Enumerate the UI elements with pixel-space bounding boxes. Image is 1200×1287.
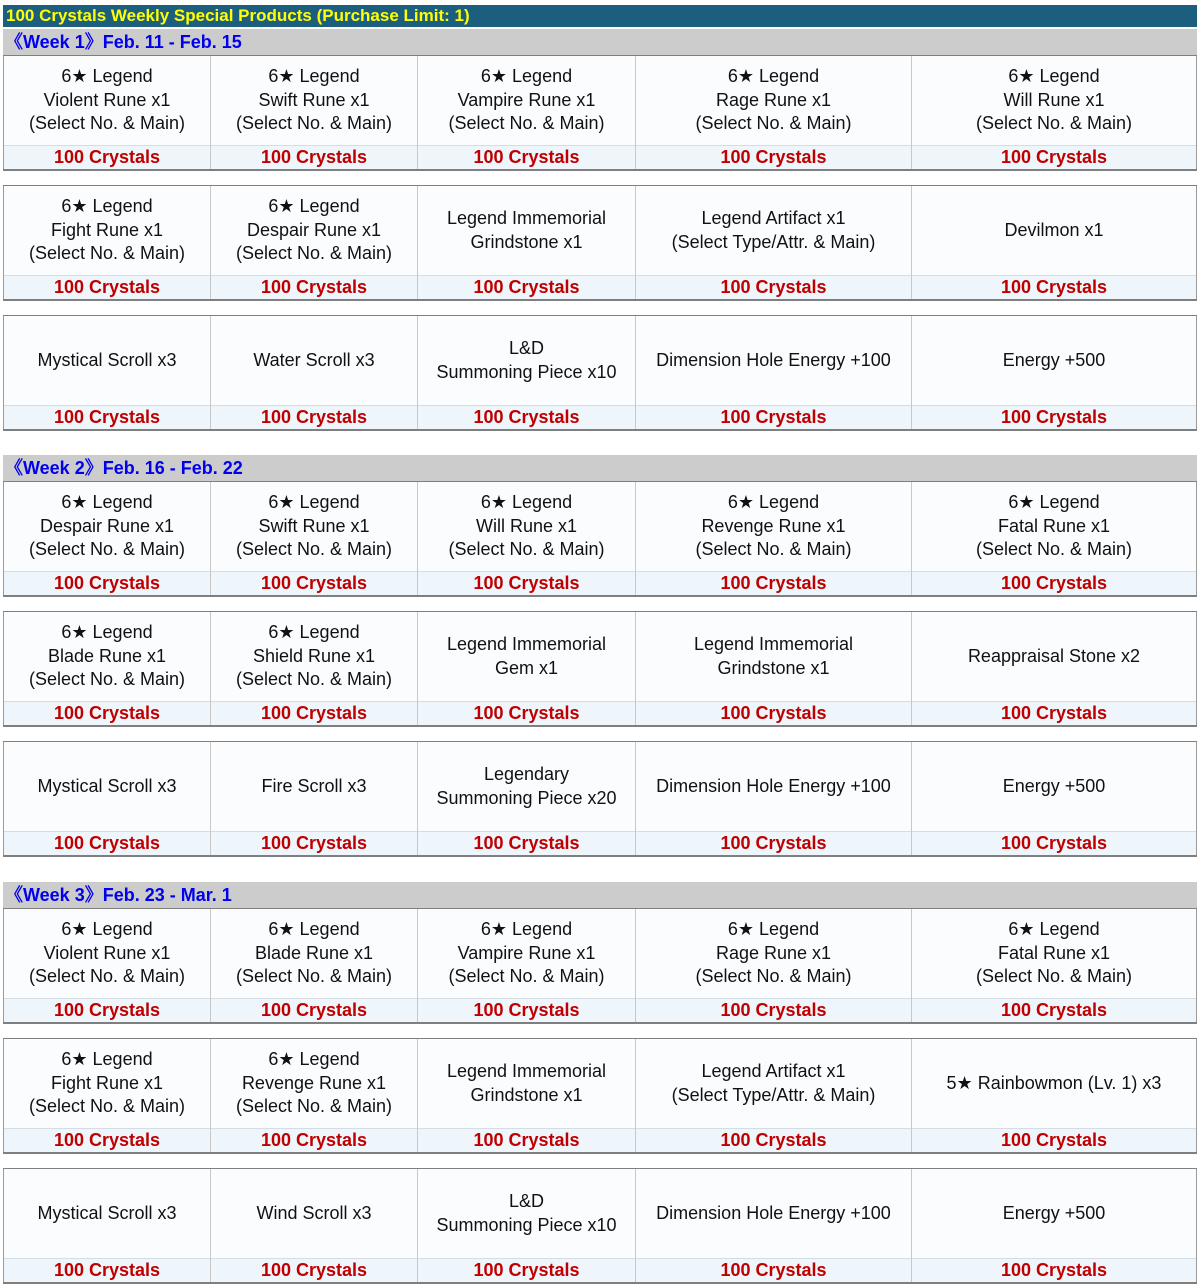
product-line: Fatal Rune x1 bbox=[997, 942, 1111, 963]
price-label: 100 Crystals bbox=[211, 1128, 417, 1152]
product-name bbox=[418, 1169, 635, 1258]
product-row bbox=[3, 1168, 1197, 1284]
product-name bbox=[636, 1169, 911, 1258]
price-label: 100 Crystals bbox=[211, 1258, 417, 1282]
product-cell bbox=[635, 1039, 911, 1152]
product-name bbox=[418, 612, 635, 701]
product-line: Blade Rune x1 bbox=[254, 942, 374, 963]
product-line: (Select No. & Main) bbox=[695, 539, 852, 560]
product-cell bbox=[911, 742, 1197, 855]
product-row bbox=[3, 315, 1197, 431]
price-label: 100 Crystals bbox=[418, 145, 635, 169]
product-name bbox=[636, 186, 911, 275]
page-title: 100 Crystals Weekly Special Products (Purchase Limit: 1) bbox=[3, 5, 1197, 27]
product-line: Legendary bbox=[483, 764, 570, 784]
product-line: Dimension Hole Energy +100 bbox=[656, 775, 891, 796]
product-line: Legend Immemorial bbox=[446, 1061, 607, 1081]
product-name bbox=[4, 56, 210, 145]
product-line: 6★ Legend bbox=[1008, 919, 1100, 940]
price-label: 100 Crystals bbox=[636, 1258, 911, 1282]
product-name bbox=[912, 482, 1196, 571]
product-cell bbox=[911, 1039, 1197, 1152]
price-label: 100 Crystals bbox=[4, 701, 210, 725]
product-row bbox=[3, 741, 1197, 857]
product-line: Devilmon x1 bbox=[1004, 219, 1104, 240]
price-label: 100 Crystals bbox=[418, 831, 635, 855]
price-label: 100 Crystals bbox=[418, 1128, 635, 1152]
product-line: 6★ Legend bbox=[480, 492, 573, 513]
product-line: Rage Rune x1 bbox=[715, 89, 832, 110]
product-line: Mystical Scroll x3 bbox=[37, 775, 177, 796]
product-line: (Select No. & Main) bbox=[28, 966, 186, 987]
product-name bbox=[211, 612, 417, 701]
product-line: (Select No. & Main) bbox=[235, 669, 393, 690]
product-name bbox=[211, 482, 417, 571]
price-label: 100 Crystals bbox=[912, 145, 1196, 169]
product-line: (Select No. & Main) bbox=[235, 243, 393, 264]
product-line: Fight Rune x1 bbox=[50, 219, 164, 240]
product-name bbox=[418, 742, 635, 831]
product-line: Swift Rune x1 bbox=[258, 515, 370, 536]
product-line: Legend Artifact x1 bbox=[701, 208, 846, 228]
product-cell bbox=[210, 909, 417, 1022]
price-label: 100 Crystals bbox=[211, 998, 417, 1022]
product-line: (Select No. & Main) bbox=[695, 113, 852, 134]
product-cell bbox=[417, 482, 635, 595]
product-row bbox=[3, 611, 1197, 727]
product-name bbox=[211, 56, 417, 145]
product-row bbox=[3, 481, 1197, 597]
product-line: (Select No. & Main) bbox=[28, 243, 186, 264]
product-line: 6★ Legend bbox=[480, 66, 573, 87]
product-line: (Select No. & Main) bbox=[28, 113, 186, 134]
price-label: 100 Crystals bbox=[211, 145, 417, 169]
price-label: 100 Crystals bbox=[636, 145, 911, 169]
product-cell bbox=[417, 742, 635, 855]
price-label: 100 Crystals bbox=[4, 405, 210, 429]
product-line: 6★ Legend bbox=[61, 196, 153, 217]
product-line: Dimension Hole Energy +100 bbox=[656, 1202, 891, 1223]
product-line: Revenge Rune x1 bbox=[701, 515, 846, 536]
price-label: 100 Crystals bbox=[912, 701, 1196, 725]
product-line: Rage Rune x1 bbox=[715, 942, 832, 963]
product-name bbox=[636, 482, 911, 571]
product-line: 6★ Legend bbox=[727, 66, 820, 87]
product-cell bbox=[3, 1169, 210, 1282]
product-line: 6★ Legend bbox=[480, 919, 573, 940]
price-label: 100 Crystals bbox=[4, 275, 210, 299]
product-name bbox=[912, 742, 1196, 831]
product-line: Wind Scroll x3 bbox=[256, 1202, 372, 1223]
product-line: Grindstone x1 bbox=[470, 231, 583, 252]
product-cell bbox=[417, 1039, 635, 1152]
product-line: Mystical Scroll x3 bbox=[37, 1202, 177, 1223]
product-cell bbox=[210, 186, 417, 299]
price-label: 100 Crystals bbox=[418, 571, 635, 595]
product-line: Will Rune x1 bbox=[475, 515, 578, 536]
product-name bbox=[912, 1169, 1196, 1258]
product-line: 6★ Legend bbox=[268, 622, 360, 643]
product-cell bbox=[210, 482, 417, 595]
product-name bbox=[912, 316, 1196, 405]
product-cell bbox=[635, 1169, 911, 1282]
price-label: 100 Crystals bbox=[211, 571, 417, 595]
product-line: Swift Rune x1 bbox=[258, 89, 370, 110]
product-cell bbox=[3, 316, 210, 429]
product-line: (Select No. & Main) bbox=[235, 966, 393, 987]
product-line: (Select No. & Main) bbox=[975, 113, 1133, 134]
product-row bbox=[3, 55, 1197, 171]
price-label: 100 Crystals bbox=[418, 701, 635, 725]
product-name bbox=[211, 1039, 417, 1128]
product-cell bbox=[911, 186, 1197, 299]
product-line: Legend Immemorial bbox=[446, 634, 607, 654]
price-label: 100 Crystals bbox=[4, 998, 210, 1022]
price-label: 100 Crystals bbox=[211, 405, 417, 429]
price-label: 100 Crystals bbox=[636, 831, 911, 855]
product-cell bbox=[417, 56, 635, 169]
product-name bbox=[211, 1169, 417, 1258]
product-cell bbox=[911, 612, 1197, 725]
product-line: Legend Immemorial bbox=[693, 634, 854, 654]
product-line: Grindstone x1 bbox=[717, 657, 830, 678]
product-line: (Select No. & Main) bbox=[235, 113, 393, 134]
product-line: Violent Rune x1 bbox=[43, 89, 171, 110]
product-name bbox=[636, 612, 911, 701]
product-cell bbox=[417, 316, 635, 429]
product-name bbox=[418, 482, 635, 571]
product-line: 6★ Legend bbox=[1008, 492, 1100, 513]
week-header: 《Week 3》Feb. 23 - Mar. 1 bbox=[3, 882, 1197, 908]
product-name bbox=[912, 1039, 1196, 1128]
price-label: 100 Crystals bbox=[912, 998, 1196, 1022]
product-line: L&D bbox=[508, 1191, 544, 1211]
product-name bbox=[418, 56, 635, 145]
week-header: 《Week 2》Feb. 16 - Feb. 22 bbox=[3, 455, 1197, 481]
price-label: 100 Crystals bbox=[636, 998, 911, 1022]
product-line: (Select No. & Main) bbox=[28, 539, 186, 560]
product-cell bbox=[210, 742, 417, 855]
product-line: (Select No. & Main) bbox=[448, 113, 605, 134]
product-name bbox=[912, 909, 1196, 998]
product-name bbox=[912, 186, 1196, 275]
product-line: Fatal Rune x1 bbox=[997, 515, 1111, 536]
product-line: Blade Rune x1 bbox=[47, 645, 167, 666]
product-line: 6★ Legend bbox=[727, 919, 820, 940]
product-line: (Select No. & Main) bbox=[975, 966, 1133, 987]
product-line: (Select No. & Main) bbox=[235, 1096, 393, 1117]
product-name bbox=[418, 1039, 635, 1128]
product-name bbox=[211, 316, 417, 405]
product-name bbox=[912, 56, 1196, 145]
price-label: 100 Crystals bbox=[4, 831, 210, 855]
product-line: (Select No. & Main) bbox=[448, 966, 605, 987]
price-label: 100 Crystals bbox=[4, 571, 210, 595]
product-line: Water Scroll x3 bbox=[253, 349, 375, 370]
product-line: Despair Rune x1 bbox=[39, 515, 175, 536]
product-name bbox=[636, 909, 911, 998]
product-line: (Select Type/Attr. & Main) bbox=[671, 1084, 876, 1105]
product-line: Energy +500 bbox=[1002, 1202, 1106, 1223]
product-name bbox=[4, 186, 210, 275]
product-line: 6★ Legend bbox=[61, 919, 153, 940]
product-name bbox=[636, 742, 911, 831]
product-cell bbox=[210, 1039, 417, 1152]
product-cell bbox=[911, 1169, 1197, 1282]
product-line: Revenge Rune x1 bbox=[241, 1072, 387, 1093]
product-line: (Select No. & Main) bbox=[28, 669, 186, 690]
product-line: (Select No. & Main) bbox=[695, 966, 852, 987]
product-line: 6★ Legend bbox=[61, 66, 153, 87]
product-cell bbox=[417, 186, 635, 299]
product-line: 6★ Legend bbox=[1008, 66, 1100, 87]
product-name bbox=[4, 316, 210, 405]
product-name bbox=[4, 742, 210, 831]
product-cell bbox=[210, 316, 417, 429]
product-cell bbox=[3, 186, 210, 299]
price-label: 100 Crystals bbox=[418, 998, 635, 1022]
price-label: 100 Crystals bbox=[912, 405, 1196, 429]
product-line: Gem x1 bbox=[494, 657, 558, 678]
product-name bbox=[4, 1039, 210, 1128]
product-line: L&D bbox=[508, 338, 544, 358]
price-label: 100 Crystals bbox=[4, 1128, 210, 1152]
product-line: 5★ Rainbowmon (Lv. 1) x3 bbox=[946, 1072, 1162, 1093]
product-cell bbox=[210, 612, 417, 725]
week-header: 《Week 1》Feb. 11 - Feb. 15 bbox=[3, 29, 1197, 55]
product-line: 6★ Legend bbox=[268, 1049, 360, 1070]
product-line: (Select No. & Main) bbox=[28, 1096, 186, 1117]
product-line: Legend Immemorial bbox=[446, 208, 607, 228]
product-line: (Select Type/Attr. & Main) bbox=[671, 231, 876, 252]
product-row bbox=[3, 908, 1197, 1024]
product-cell bbox=[3, 612, 210, 725]
product-line: Shield Rune x1 bbox=[252, 645, 376, 666]
product-line: Fight Rune x1 bbox=[50, 1072, 164, 1093]
product-name bbox=[4, 1169, 210, 1258]
product-cell bbox=[417, 909, 635, 1022]
product-line: 6★ Legend bbox=[268, 919, 360, 940]
price-label: 100 Crystals bbox=[418, 1258, 635, 1282]
product-line: Reappraisal Stone x2 bbox=[967, 645, 1141, 666]
product-name bbox=[912, 612, 1196, 701]
product-name bbox=[636, 1039, 911, 1128]
product-line: Vampire Rune x1 bbox=[457, 89, 596, 110]
product-name bbox=[211, 909, 417, 998]
product-name bbox=[211, 186, 417, 275]
product-line: Dimension Hole Energy +100 bbox=[656, 349, 891, 370]
price-label: 100 Crystals bbox=[912, 571, 1196, 595]
price-label: 100 Crystals bbox=[636, 571, 911, 595]
product-cell bbox=[210, 56, 417, 169]
price-label: 100 Crystals bbox=[636, 1128, 911, 1152]
product-line: Energy +500 bbox=[1002, 775, 1106, 796]
product-cell bbox=[3, 909, 210, 1022]
product-cell bbox=[635, 316, 911, 429]
product-line: 6★ Legend bbox=[268, 196, 360, 217]
product-name bbox=[636, 316, 911, 405]
product-cell bbox=[3, 482, 210, 595]
product-cell bbox=[635, 482, 911, 595]
price-label: 100 Crystals bbox=[912, 275, 1196, 299]
product-name bbox=[418, 186, 635, 275]
product-cell bbox=[417, 612, 635, 725]
price-label: 100 Crystals bbox=[418, 275, 635, 299]
product-name bbox=[418, 909, 635, 998]
product-cell bbox=[911, 56, 1197, 169]
product-line: Mystical Scroll x3 bbox=[37, 349, 177, 370]
product-line: 6★ Legend bbox=[61, 1049, 153, 1070]
product-cell bbox=[911, 482, 1197, 595]
product-cell bbox=[635, 56, 911, 169]
price-label: 100 Crystals bbox=[4, 1258, 210, 1282]
product-cell bbox=[635, 742, 911, 855]
product-cell bbox=[635, 612, 911, 725]
product-row bbox=[3, 185, 1197, 301]
price-label: 100 Crystals bbox=[912, 831, 1196, 855]
product-line: Summoning Piece x10 bbox=[436, 1214, 617, 1235]
price-label: 100 Crystals bbox=[211, 701, 417, 725]
product-cell bbox=[210, 1169, 417, 1282]
product-line: Despair Rune x1 bbox=[246, 219, 382, 240]
product-line: 6★ Legend bbox=[268, 66, 360, 87]
price-label: 100 Crystals bbox=[912, 1128, 1196, 1152]
product-line: Vampire Rune x1 bbox=[457, 942, 596, 963]
product-cell bbox=[3, 1039, 210, 1152]
product-name bbox=[636, 56, 911, 145]
price-label: 100 Crystals bbox=[912, 1258, 1196, 1282]
price-label: 100 Crystals bbox=[636, 701, 911, 725]
product-line: Summoning Piece x20 bbox=[436, 787, 617, 808]
product-cell bbox=[911, 909, 1197, 1022]
product-name bbox=[211, 742, 417, 831]
product-cell bbox=[3, 56, 210, 169]
product-line: Grindstone x1 bbox=[470, 1084, 583, 1105]
product-name bbox=[418, 316, 635, 405]
product-line: (Select No. & Main) bbox=[975, 539, 1133, 560]
product-row bbox=[3, 1038, 1197, 1154]
product-line: 6★ Legend bbox=[61, 622, 153, 643]
product-cell bbox=[635, 909, 911, 1022]
price-label: 100 Crystals bbox=[211, 275, 417, 299]
product-line: 6★ Legend bbox=[727, 492, 820, 513]
product-line: (Select No. & Main) bbox=[235, 539, 393, 560]
product-line: 6★ Legend bbox=[268, 492, 360, 513]
price-label: 100 Crystals bbox=[418, 405, 635, 429]
price-label: 100 Crystals bbox=[636, 275, 911, 299]
price-label: 100 Crystals bbox=[211, 831, 417, 855]
product-line: (Select No. & Main) bbox=[448, 539, 605, 560]
product-name bbox=[4, 612, 210, 701]
price-label: 100 Crystals bbox=[636, 405, 911, 429]
product-line: Legend Artifact x1 bbox=[701, 1061, 846, 1081]
product-cell bbox=[635, 186, 911, 299]
product-line: Fire Scroll x3 bbox=[261, 775, 367, 796]
product-line: Will Rune x1 bbox=[1003, 89, 1105, 110]
product-name bbox=[4, 482, 210, 571]
product-line: Summoning Piece x10 bbox=[436, 361, 617, 382]
product-line: Energy +500 bbox=[1002, 349, 1106, 370]
product-line: 6★ Legend bbox=[61, 492, 153, 513]
price-label: 100 Crystals bbox=[4, 145, 210, 169]
product-cell bbox=[3, 742, 210, 855]
product-line: Violent Rune x1 bbox=[43, 942, 171, 963]
product-cell bbox=[911, 316, 1197, 429]
product-cell bbox=[417, 1169, 635, 1282]
product-name bbox=[4, 909, 210, 998]
